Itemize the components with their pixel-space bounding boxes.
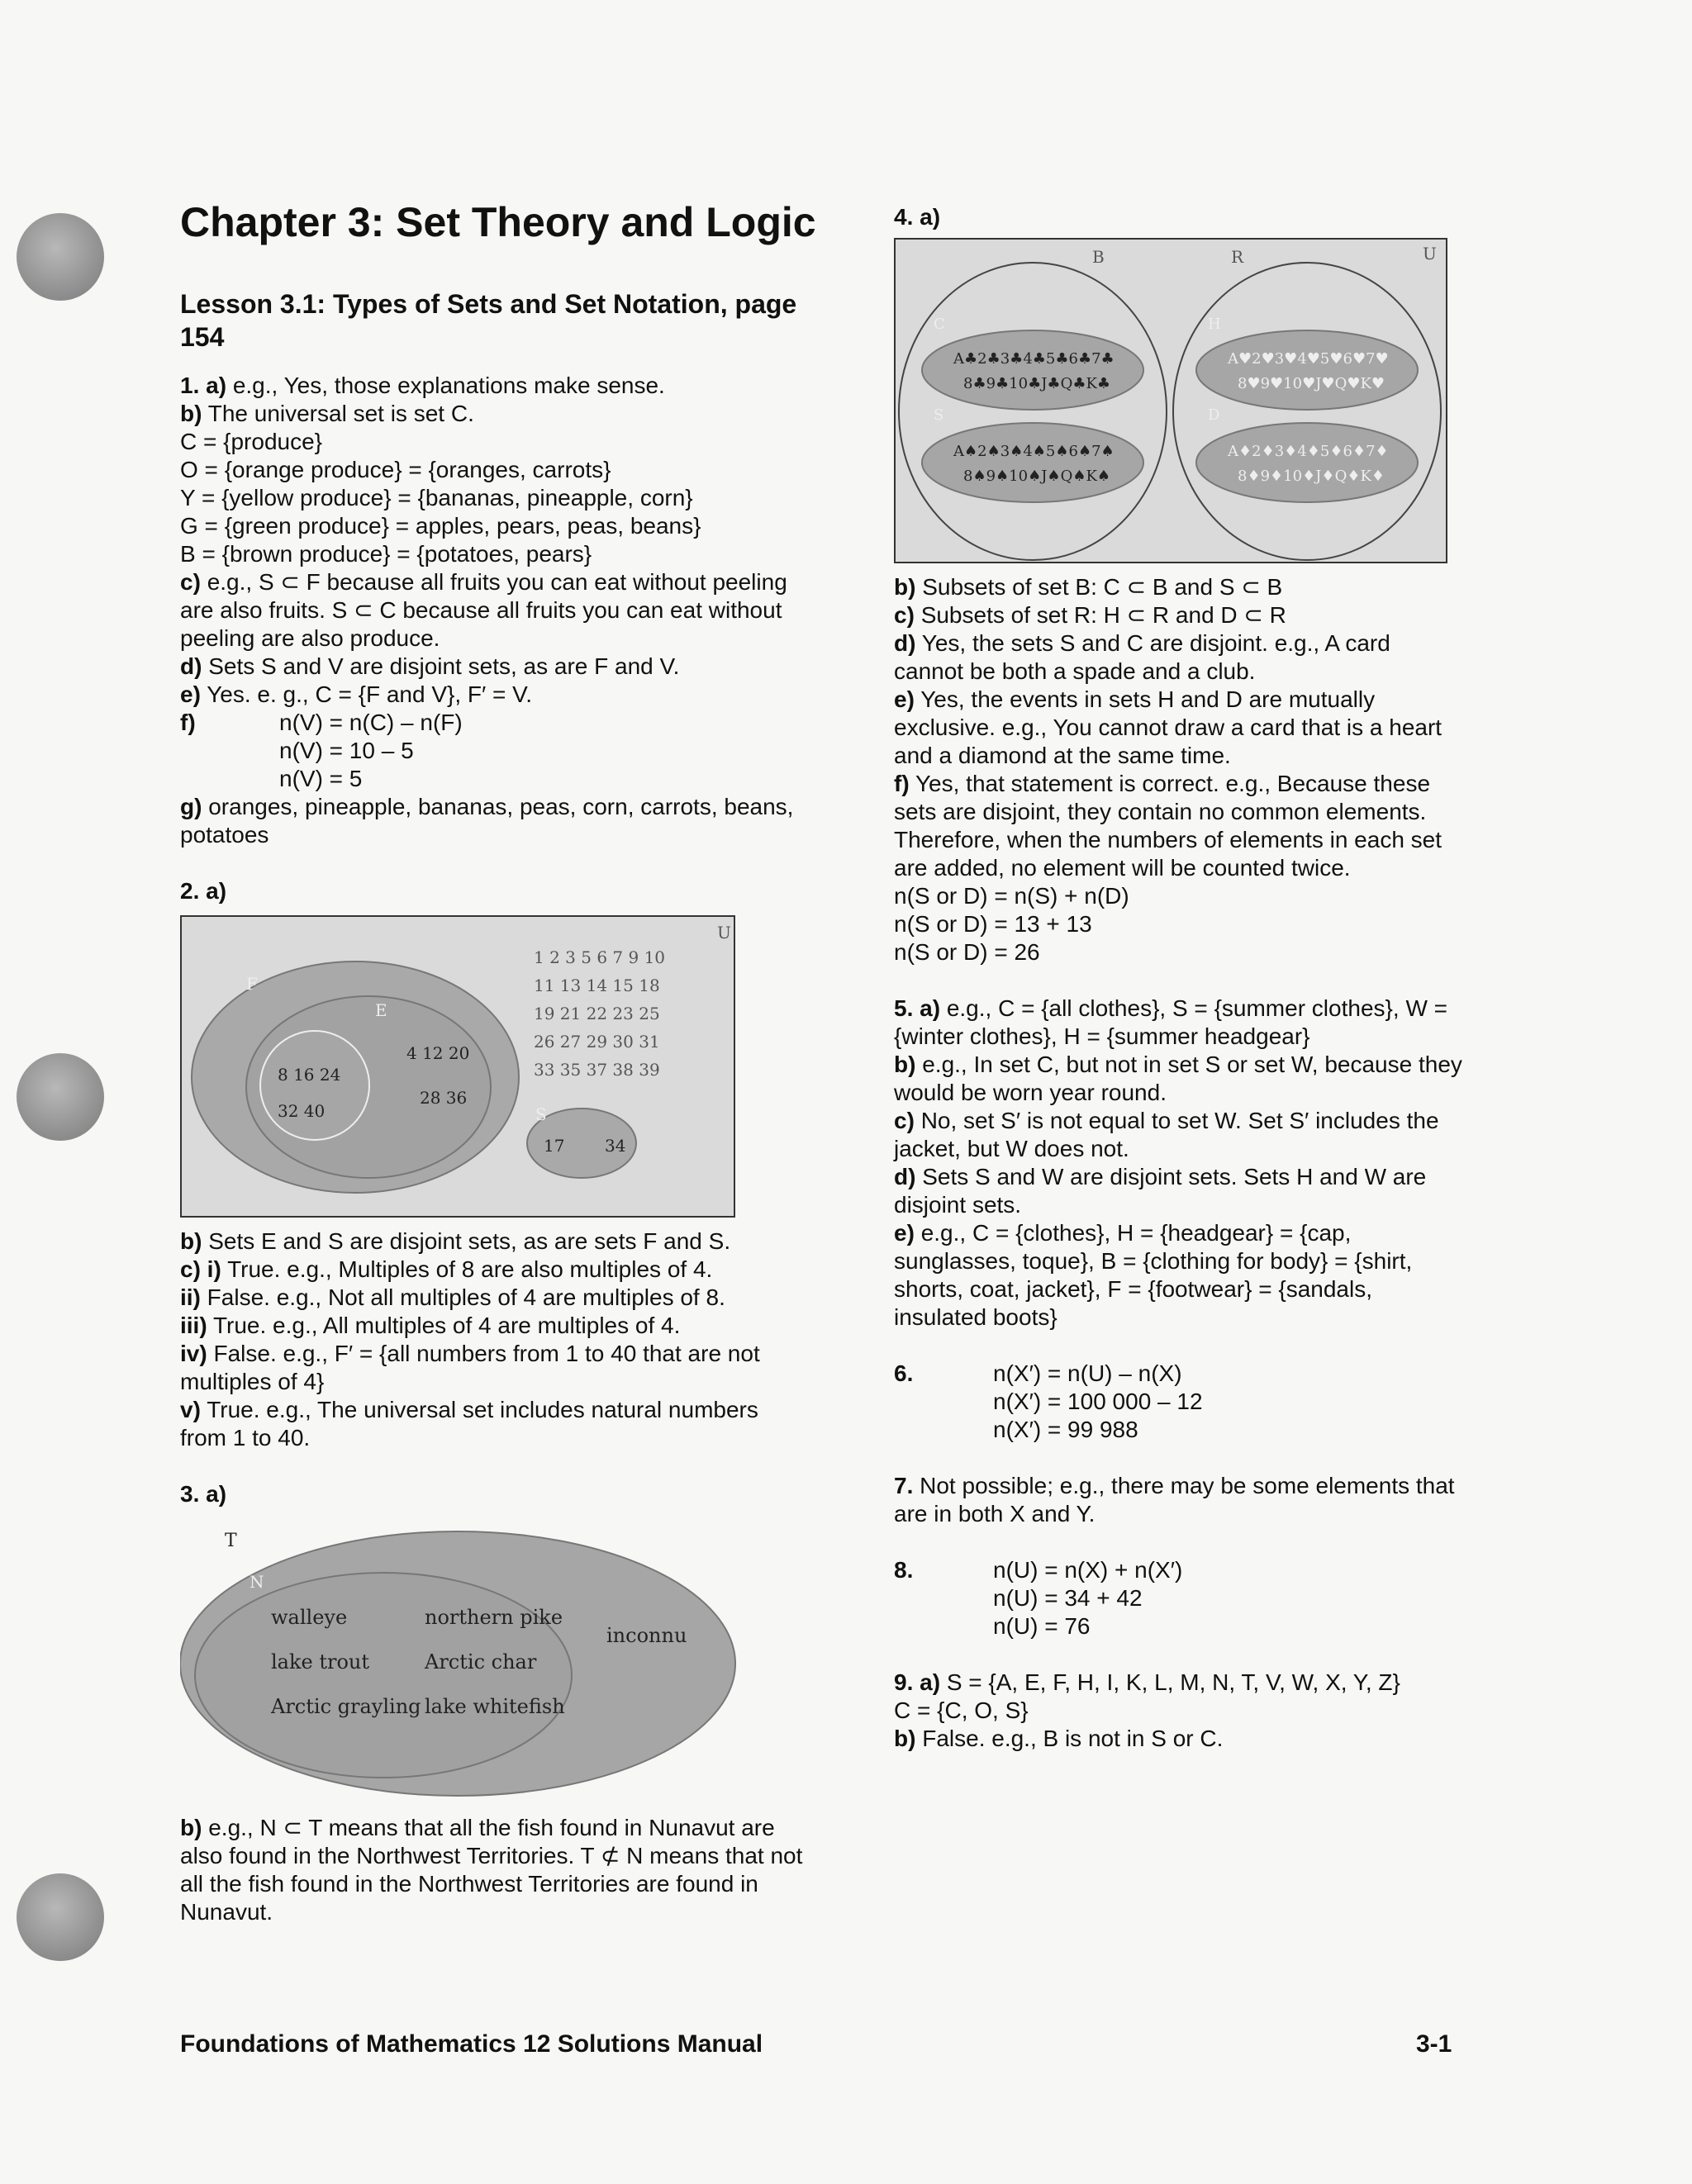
- q2-label-s: S: [535, 1104, 547, 1124]
- binder-hole-bottom: [17, 1873, 104, 1961]
- footer-title: Foundations of Mathematics 12 Solutions Manual: [180, 2030, 763, 2058]
- q4-label-b: B: [1092, 247, 1105, 267]
- q4-clubs-row1: A♣2♣3♣4♣5♣6♣7♣: [953, 350, 1115, 368]
- q3-fish-lake-whitefish: lake whitefish: [425, 1695, 565, 1718]
- q4-diamonds-row2: 8♦9♦10♦J♦Q♦K♦: [1238, 468, 1385, 485]
- q2c-ii: ii) False. e.g., Not all multiples of 4 are multiples of 8.: [180, 1284, 725, 1310]
- q3-fish-walleye: walleye: [271, 1606, 348, 1629]
- q5d: d) Sets S and W are disjoint sets. Sets H and W are disjoint sets.: [894, 1164, 1427, 1218]
- q4d: d) Yes, the sets S and C are disjoint. e.g., A card cannot be both a spade and a club.: [894, 630, 1390, 684]
- q4-hearts-row1: A♥2♥3♥4♥5♥6♥7♥: [1228, 350, 1389, 368]
- q1c: c) e.g., S ⊂ F because all fruits you can eat without peeling are also fruits. S ⊂ C because all fruits you can eat without peeling are also produce.: [180, 569, 787, 651]
- svg-text:33 35 37 38 39: 33 35 37 38 39: [534, 1060, 660, 1080]
- q1-set-b: B = {brown produce} = {potatoes, pears}: [180, 541, 592, 567]
- chapter-title: Chapter 3: Set Theory and Logic: [180, 199, 816, 245]
- q3-fish-arctic-grayling: Arctic grayling: [271, 1695, 421, 1718]
- q9a-c: C = {C, O, S}: [894, 1697, 1029, 1723]
- q4-label-c: C: [934, 316, 945, 333]
- q1-set-c: C = {produce}: [180, 429, 323, 454]
- q3-fish-northern-pike: northern pike: [425, 1606, 563, 1629]
- footer-page-number: 3-1: [1416, 2030, 1452, 2058]
- q1b: b) The universal set is set C.: [180, 401, 474, 426]
- q9a: 9. a) S = {A, E, F, H, I, K, L, M, N, T, V, W, X, Y, Z}: [894, 1669, 1400, 1695]
- q4c: c) Subsets of set R: H ⊂ R and D ⊂ R: [894, 602, 1286, 628]
- q2-label-f: F: [246, 974, 258, 994]
- q4-hearts-row2: 8♥9♥10♥J♥Q♥K♥: [1238, 375, 1385, 392]
- q1e: e) Yes. e. g., C = {F and V}, F′ = V.: [180, 681, 533, 707]
- q9b: b) False. e.g., B is not in S or C.: [894, 1726, 1224, 1751]
- q3-fish-arctic-char: Arctic char: [425, 1650, 537, 1674]
- lesson-title: Lesson 3.1: Types of Sets and Set Notation, page 154: [180, 289, 797, 352]
- q5e: e) e.g., C = {clothes}, H = {headgear} = {cap, sunglasses, toque}, B = {clothing for body} = {shirt, shorts, coat, jacket}, F = {footwear} = {sandals, insulated boots}: [894, 1220, 1413, 1330]
- q2-s-17: 17: [544, 1136, 565, 1156]
- q3-venn-diagram: [180, 1518, 758, 1799]
- q2-inner-row2: 32 40: [278, 1101, 326, 1121]
- q3-fish-lake-trout: lake trout: [271, 1650, 370, 1674]
- q2-e-row1: 4 12 20: [406, 1043, 470, 1063]
- q7: 7. Not possible; e.g., there may be some elements that are in both X and Y.: [894, 1473, 1455, 1526]
- q1f: f) n(V) = n(C) – n(F) n(V) = 10 – 5 n(V) = 5: [180, 710, 463, 791]
- q2c-iii: iii) True. e.g., All multiples of 4 are multiples of 4.: [180, 1313, 681, 1338]
- q2c-i: c) i) True. e.g., Multiples of 8 are also multiples of 4.: [180, 1256, 713, 1282]
- svg-text:26 27 29 30 31: 26 27 29 30 31: [534, 1032, 660, 1052]
- q4e: e) Yes, the events in sets H and D are mutually exclusive. e.g., You cannot draw a card that is a heart and a diamond at the same time.: [894, 686, 1442, 768]
- q4-venn-diagram: [894, 238, 1447, 563]
- binder-hole-middle: [17, 1053, 104, 1141]
- q4-spades-row2: 8♠9♠10♠J♠Q♠K♠: [963, 468, 1111, 485]
- q2c-iv: iv) False. e.g., F′ = {all numbers from 1 to 40 that are not multiples of 4}: [180, 1341, 760, 1394]
- q4-label-d: D: [1208, 406, 1220, 424]
- q4f-calc-2: n(S or D) = 13 + 13: [894, 911, 1092, 937]
- q1a: 1. a) e.g., Yes, those explanations make sense.: [180, 373, 665, 398]
- q2-e-row2: 28 36: [420, 1088, 468, 1108]
- q4-label-u: U: [1423, 244, 1437, 264]
- q1-set-g: G = {green produce} = apples, pears, peas, beans}: [180, 513, 701, 539]
- q2b: b) Sets E and S are disjoint sets, as are sets F and S.: [180, 1228, 731, 1254]
- q8: 8. n(U) = n(X) + n(X′) n(U) = 34 + 42 n(U) = 76: [894, 1557, 1183, 1639]
- q4f: f) Yes, that statement is correct. e.g., Because these sets are disjoint, they contain no common elements. Therefore, when the numbers of elements in each set are added, no element will be counted twice.: [894, 771, 1442, 881]
- q4-clubs-row2: 8♣9♣10♣J♣Q♣K♣: [963, 375, 1111, 392]
- svg-text:11 13 14 15 18: 11 13 14 15 18: [534, 976, 660, 995]
- q2-inner-row1: 8 16 24: [278, 1065, 341, 1085]
- q2c-v: v) True. e.g., The universal set includes natural numbers from 1 to 40.: [180, 1397, 758, 1450]
- q3-label-t: T: [225, 1531, 237, 1551]
- q2a-label: 2. a): [180, 878, 227, 904]
- q4-diamonds-row1: A♦2♦3♦4♦5♦6♦7♦: [1228, 443, 1389, 460]
- svg-text:1 2 3 5 6 7 9 10: 1 2 3 5 6 7 9 10: [534, 947, 666, 967]
- q1d: d) Sets S and V are disjoint sets, as are F and V.: [180, 653, 680, 679]
- q1g: g) oranges, pineapple, bananas, peas, corn, carrots, beans, potatoes: [180, 794, 794, 847]
- q2-s-34: 34: [605, 1136, 626, 1156]
- q4f-calc-1: n(S or D) = n(S) + n(D): [894, 883, 1129, 909]
- q3-fish-inconnu: inconnu: [606, 1624, 687, 1647]
- q5a: 5. a) e.g., C = {all clothes}, S = {summer clothes}, W = {winter clothes}, H = {summer headgear}: [894, 995, 1447, 1049]
- q6: 6. n(X′) = n(U) – n(X) n(X′) = 100 000 – 12 n(X′) = 99 988: [894, 1360, 1203, 1442]
- q2-label-u: U: [717, 923, 731, 942]
- q1-set-o: O = {orange produce} = {oranges, carrots}: [180, 457, 611, 482]
- q4-spades-row1: A♠2♠3♠4♠5♠6♠7♠: [953, 443, 1115, 460]
- q4b: b) Subsets of set B: C ⊂ B and S ⊂ B: [894, 574, 1283, 600]
- q5b: b) e.g., In set C, but not in set S or set W, because they would be worn year round.: [894, 1052, 1462, 1105]
- q3b: b) e.g., N ⊂ T means that all the fish found in Nunavut are also found in the Northwest Territories. T ⊄ N means that not all the fish found in the Northwest Territories are found in Nunavut.: [180, 1815, 803, 1925]
- q4-label-h: H: [1208, 316, 1221, 333]
- q3a-label: 3. a): [180, 1481, 227, 1507]
- q4-label-r: R: [1231, 247, 1244, 267]
- svg-text:19 21 22 23 25: 19 21 22 23 25: [534, 1004, 660, 1023]
- q2-label-e: E: [375, 1000, 387, 1020]
- q5c: c) No, set S′ is not equal to set W. Set S′ includes the jacket, but W does not.: [894, 1108, 1439, 1161]
- q3-label-n: N: [250, 1572, 264, 1592]
- q1-set-y: Y = {yellow produce} = {bananas, pineapple, corn}: [180, 485, 693, 510]
- q4-label-s: S: [934, 406, 944, 424]
- q4a-label: 4. a): [894, 204, 941, 230]
- q2-venn-diagram: [180, 915, 735, 1218]
- q4f-calc-3: n(S or D) = 26: [894, 939, 1040, 965]
- binder-hole-top: [17, 213, 104, 301]
